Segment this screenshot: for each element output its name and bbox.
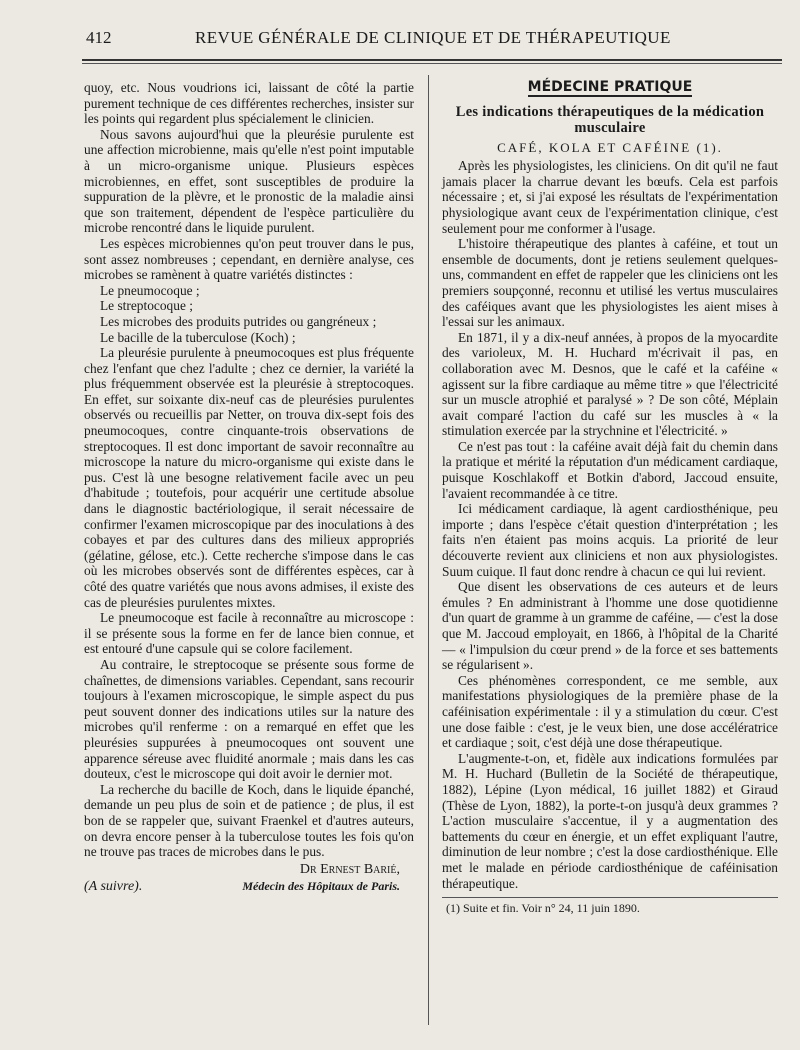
paragraph: Les espèces microbiennes qu'on peut trouver dans le pus, sont assez nombreuses ; cependant, en dernière analyse, ces microbes se ramènent à quatre variétés distinctes : — [84, 235, 414, 283]
footnote-rule — [442, 897, 778, 898]
paragraph: quoy, etc. Nous voudrions ici, laissant de côté la partie purement technique de ces différentes recherches, insister sur les points qui regardent plus spécialement le clinicien. — [84, 80, 414, 127]
paragraph: Au contraire, le streptocoque se présente sous forme de chaînettes, de dimensions variables. Cependant, sans recourir toujours à l'examen microscopique, le simple aspect du pus peut souvent donner des indications utiles sur la nature des microbes qu'il renferme : on a remarqué en effet que les pleurésies suppurées à pneumocoques ont souvent une apparence séreuse avec fluidité anormale ; mais dans les cas douteux, c'est le microscope qui doit avoir le dernier mot. — [84, 656, 414, 782]
paragraph: Après les physiologistes, les cliniciens. On dit qu'il ne faut jamais placer la charrue devant les bœufs. Cela est parfois nécessaire ; et, si j'ai exposé les résultats de l'expérimentation physiologique avant ceux de l'expérimentation clinique, c'est seulement pour me conformer à l'usage. — [442, 158, 778, 236]
header-rule — [82, 59, 782, 61]
author-role: Médecin des Hôpitaux de Paris. — [242, 878, 400, 893]
paragraph: Ce n'est pas tout : la caféine avait déjà fait du chemin dans la pratique et mérité la réputation d'un médicament cardiaque, puisque Koschlakoff et Botkin d'abord, Jaccoud ensuite, l'avaient recommandée à ce titre. — [442, 438, 778, 501]
paragraph: L'histoire thérapeutique des plantes à caféine, et tout un ensemble de documents, dont je retiens seulement quelques-uns, commandent en effet de rappeler que les cliniciens ont les premiers soupçonné, reconnu et utilisé les vertus musculaires des caféiques avant que les physiologistes les aient mises à l'essai sur les animaux. — [442, 236, 778, 330]
running-title: REVUE GÉNÉRALE DE CLINIQUE ET DE THÉRAPEUTIQUE — [195, 28, 671, 47]
paragraph: Ici médicament cardiaque, là agent cardiosthénique, peu importe ; dans l'espèce c'était question d'interprétation ; les faits n'en étaient pas moins acquis. La priorité de leur découverte revient aux cliniciens et non aux physiologistes. Suum cuique. Il faut donc rendre à chacun ce qui lui revient. — [442, 501, 778, 579]
list-item: Le bacille de la tuberculose (Koch) ; — [100, 329, 296, 345]
paragraph: Que disent les observations de ces auteurs et de leurs émules ? En administrant à l'homme une dose quotidienne d'un quart de gramme à un gramme de caféine, — c'est la dose que M. Jaccoud employait, en 1866, à l'hôpital de la Charité — « l'impulsion du cœur prend » de la force et ses battements se régularisent ». — [442, 579, 778, 673]
header-rule-thin — [82, 63, 782, 64]
article-subtitle: CAFÉ, KOLA ET CAFÉINE (1). — [497, 139, 723, 155]
list-item: Les microbes des produits putrides ou gangréneux ; — [100, 313, 377, 329]
paragraph: Le pneumocoque est facile à reconnaître au microscope : il se présente sous la forme en fer de lance bien connue, et est entouré d'une capsule qui se colore facilement. — [84, 610, 414, 657]
right-column — [442, 80, 778, 917]
list-item: Le pneumocoque ; — [100, 282, 200, 298]
article-title: Les indications thérapeutiques de la médication musculaire — [455, 103, 765, 136]
left-column — [84, 80, 414, 902]
paragraph: La pleurésie purulente à pneumocoques est plus fréquente chez l'enfant que chez l'adulte ; chez ce dernier, la variété la plus fréquemment observée est la pleurésie à streptocoques. En effet, sur soixante dix-neuf cas de pleurésies purulentes observés ou recueillis par Netter, on trouva dix-sept fois des pneumocoques, contre cinquante-trois observations de streptocoques. Il est donc important de savoir reconnaître au microscope la nature du micro-organisme qui existe dans le pus. C'est là une besogne relativement facile avec un peu d'habitude ; toutefois, pour acquérir une certitude absolue dans le diagnostic bactériologique, il serait nécessaire de confirmer l'examen microscopique par des inoculations à des cobayes et par des cultures dans des milieux appropriés (gélatine, gélose, etc.). Cette recherche s'impose dans le cas où les microbes observés sont de différentes espèces, car à côté des quatre variétés que nous avons admises, il existe des cas de pleurésies purulentes mixtes. — [84, 345, 414, 610]
page-number: 412 — [86, 28, 112, 47]
footnote: (1) Suite et fin. Voir n° 24, 11 juin 1890. — [446, 901, 640, 916]
paragraph: La recherche du bacille de Koch, dans le liquide épanché, demande un peu plus de soin et de patience ; de plus, il est bon de se rappeler que, suivant Fraenkel et d'autres auteurs, on devra encore penser à la tuberculose toutes les fois qu'on ne trouve pas traces de microbes dans le pus. — [84, 781, 414, 860]
column-divider — [428, 75, 429, 1025]
paragraph: L'augmente-t-on, et, fidèle aux indications formulées par M. H. Huchard (Bulletin de la Société de thérapeutique, 1882), Lépine (Lyon médical, 16 juillet 1882) et Giraud (Thèse de Lyon, 1882), la porte-t-on jusqu'à deux grammes ? L'action musculaire s'accentue, il y a augmentation des battements du cœur en énergie, et un effet expliquant l'autre, diminution de leur nombre ; c'est la dose cardiosthénique. Elle met le malade en période cardiosthénique de caféinisation thérapeutique. — [442, 750, 778, 891]
signature-block — [84, 862, 414, 902]
author-name: Dr Ernest Barié, — [299, 861, 400, 877]
paragraph: Ces phénomènes correspondent, ce me semble, aux manifestations physiologiques de la première phase de la caféinisation expérimentale : il y a stimulation du cœur. C'est une dose faible : c'est, je le veux bien, une dose accélératrice et cardiaque ; soit, c'est déjà une dose thérapeutique. — [442, 672, 778, 751]
section-heading-text: MÉDECINE PRATIQUE — [527, 79, 693, 95]
paragraph: Nous savons aujourd'hui que la pleurésie purulente est une affection microbienne, mais qu'elle n'est point imputable à un micro-organisme unique. Plusieurs espèces microbiennes, en effet, sont susceptibles de produire la suppuration de la plèvre, et le pronostic de la maladie ainsi que son traitement, dépendent de l'espèce particulière du microbe rencontré dans le liquide purulent. — [84, 126, 414, 236]
page-header — [70, 28, 760, 58]
list-item: Le streptocoque ; — [100, 298, 193, 314]
continued-note: (A suivre). — [84, 878, 143, 894]
paragraph: En 1871, il y a dix-neuf années, à propos de la myocardite des varioleux, M. H. Huchard m'écrivait il pas, en collaboration avec M. Desnos, que le café et la caféine « agissent sur la fibre cardiaque au même titre » que l'électricité sur un muscle atrophié et paralysé » ? De son côté, Méplain avait comparé l'action du café sur les muscles à « la stimulation exercée par la strychnine et l'électricité. » — [442, 329, 778, 439]
section-heading — [442, 80, 778, 96]
